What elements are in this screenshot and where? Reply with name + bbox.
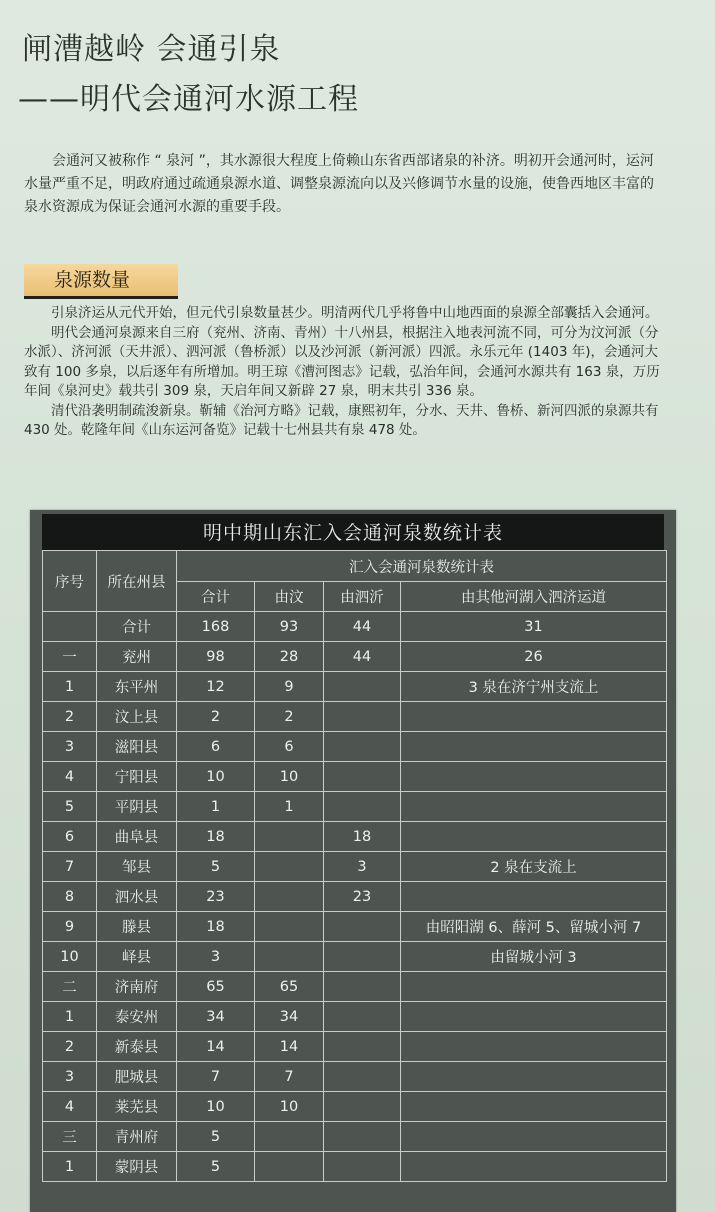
cell-from-wen: 93 (255, 612, 324, 642)
cell-seq: 1 (43, 1152, 97, 1182)
cell-from-wen: 10 (255, 1092, 324, 1122)
cell-from-other (401, 762, 667, 792)
section-heading: 泉源数量 (24, 264, 178, 299)
cell-total: 10 (177, 1092, 255, 1122)
cell-from-siyi: 3 (324, 852, 401, 882)
table-row (43, 1152, 667, 1182)
table-row (43, 732, 667, 762)
cell-seq: 三 (43, 1122, 97, 1152)
cell-total: 1 (177, 792, 255, 822)
cell-county: 蒙阴县 (97, 1152, 177, 1182)
cell-total: 12 (177, 672, 255, 702)
cell-seq: 二 (43, 972, 97, 1002)
cell-from-siyi: 44 (324, 612, 401, 642)
cell-total: 65 (177, 972, 255, 1002)
table-row (43, 612, 667, 642)
cell-county: 兖州 (97, 642, 177, 672)
cell-total: 10 (177, 762, 255, 792)
cell-total: 98 (177, 642, 255, 672)
cell-county: 泗水县 (97, 882, 177, 912)
cell-total: 14 (177, 1032, 255, 1062)
cell-total: 168 (177, 612, 255, 642)
cell-from-wen (255, 852, 324, 882)
table-row (43, 672, 667, 702)
cell-seq: 2 (43, 1032, 97, 1062)
cell-from-wen (255, 1152, 324, 1182)
cell-seq: 10 (43, 942, 97, 972)
table-row (43, 912, 667, 942)
table-row (43, 1062, 667, 1092)
cell-from-other (401, 792, 667, 822)
cell-total: 5 (177, 852, 255, 882)
cell-from-other (401, 972, 667, 1002)
table-row (43, 942, 667, 972)
cell-from-siyi (324, 1092, 401, 1122)
cell-county: 莱芜县 (97, 1092, 177, 1122)
cell-seq: 1 (43, 672, 97, 702)
spring-stats-table (42, 550, 667, 1182)
cell-from-siyi (324, 942, 401, 972)
cell-county: 青州府 (97, 1122, 177, 1152)
cell-from-other: 2 泉在支流上 (401, 852, 667, 882)
cell-seq: 3 (43, 1062, 97, 1092)
cell-county: 滕县 (97, 912, 177, 942)
header-total: 合计 (177, 582, 255, 612)
cell-county: 新泰县 (97, 1032, 177, 1062)
exhibit-title: 闸漕越岭 会通引泉 (22, 32, 281, 67)
cell-from-siyi (324, 972, 401, 1002)
cell-from-other: 31 (401, 612, 667, 642)
cell-from-wen (255, 912, 324, 942)
cell-from-other (401, 732, 667, 762)
cell-from-wen: 14 (255, 1032, 324, 1062)
cell-from-siyi (324, 1152, 401, 1182)
cell-from-siyi: 18 (324, 822, 401, 852)
table-row (43, 822, 667, 852)
cell-from-wen: 65 (255, 972, 324, 1002)
section-paragraph-2: 明代会通河泉源来自三府（兖州、济南、青州）十八州县，根据注入地表河流不同，可分为汶河派（分水派）、济河派（天井派）、泗河派（鲁桥派）以及沙河派（新河派）四派。永乐元年 (1403 年)，会通河大致有 100 多泉，以后逐年有所增加。明王琼《漕河图志》记载，弘治年间，会通河水源共有 163 泉，万历年间《泉河史》载共引 309 泉，天启年间又新辟 27 泉，明末共引 336 泉。 (24, 324, 660, 399)
table-row (43, 702, 667, 732)
cell-from-wen: 28 (255, 642, 324, 672)
cell-seq: 7 (43, 852, 97, 882)
cell-from-wen: 34 (255, 1002, 324, 1032)
cell-county: 平阴县 (97, 792, 177, 822)
cell-from-siyi (324, 1002, 401, 1032)
table-row (43, 792, 667, 822)
cell-from-other (401, 1152, 667, 1182)
cell-seq (43, 612, 97, 642)
table-row (43, 762, 667, 792)
header-seq: 序号 (43, 551, 97, 612)
cell-seq: 3 (43, 732, 97, 762)
cell-seq: 4 (43, 1092, 97, 1122)
section-paragraph-1: 引泉济运从元代开始，但元代引泉数量甚少。明清两代几乎将鲁中山地西面的泉源全部囊括入会通河。 (51, 305, 659, 321)
exhibit-subtitle: ——明代会通河水源工程 (18, 82, 359, 117)
cell-from-other (401, 1032, 667, 1062)
header-county: 所在州县 (97, 551, 177, 612)
cell-county: 泰安州 (97, 1002, 177, 1032)
cell-from-siyi (324, 672, 401, 702)
cell-county: 宁阳县 (97, 762, 177, 792)
stats-board (30, 510, 676, 1212)
cell-total: 5 (177, 1122, 255, 1152)
cell-from-other (401, 702, 667, 732)
cell-from-wen: 7 (255, 1062, 324, 1092)
cell-from-other (401, 882, 667, 912)
cell-from-other: 由留城小河 3 (401, 942, 667, 972)
table-row (43, 1032, 667, 1062)
cell-county: 肥城县 (97, 1062, 177, 1092)
cell-from-other (401, 1002, 667, 1032)
cell-county: 汶上县 (97, 702, 177, 732)
cell-from-other (401, 1092, 667, 1122)
cell-from-siyi (324, 732, 401, 762)
cell-total: 34 (177, 1002, 255, 1032)
cell-seq: 8 (43, 882, 97, 912)
cell-from-siyi (324, 702, 401, 732)
header-from-siyi: 由泗沂 (324, 582, 401, 612)
cell-from-wen: 9 (255, 672, 324, 702)
cell-from-siyi: 23 (324, 882, 401, 912)
cell-seq: 一 (43, 642, 97, 672)
cell-total: 5 (177, 1152, 255, 1182)
cell-seq: 6 (43, 822, 97, 852)
section-body (24, 304, 666, 441)
cell-from-siyi (324, 1122, 401, 1152)
cell-from-siyi (324, 762, 401, 792)
cell-county: 邹县 (97, 852, 177, 882)
table-row (43, 852, 667, 882)
cell-from-siyi: 44 (324, 642, 401, 672)
table-row (43, 1122, 667, 1152)
cell-seq: 1 (43, 1002, 97, 1032)
cell-from-other (401, 1062, 667, 1092)
cell-seq: 5 (43, 792, 97, 822)
table-row (43, 642, 667, 672)
header-from-other: 由其他河湖入泗济运道 (401, 582, 667, 612)
cell-county: 济南府 (97, 972, 177, 1002)
cell-total: 18 (177, 912, 255, 942)
table-row (43, 1002, 667, 1032)
intro-paragraph: 会通河又被称作 “ 泉河 ”，其水源很大程度上倚赖山东省西部诸泉的补济。明初开会通河时，运河水量严重不足，明政府通过疏通泉源水道、调整泉源流向以及兴修调节水量的设施，使鲁西地区丰富的泉水资源成为保证会通河水源的重要手段。 (24, 153, 654, 215)
header-group: 汇入会通河泉数统计表 (177, 551, 667, 582)
header-from-wen: 由汶 (255, 582, 324, 612)
cell-county: 曲阜县 (97, 822, 177, 852)
cell-total: 7 (177, 1062, 255, 1092)
cell-total: 3 (177, 942, 255, 972)
section-paragraph-3: 清代沿袭明制疏浚新泉。靳辅《治河方略》记载，康熙初年，分水、天井、鲁桥、新河四派的泉源共有 430 处。乾隆年间《山东运河备览》记载十七州县共有泉 478 处。 (24, 402, 659, 438)
cell-from-wen: 1 (255, 792, 324, 822)
table-row (43, 882, 667, 912)
cell-from-siyi (324, 792, 401, 822)
cell-county: 滋阳县 (97, 732, 177, 762)
cell-from-wen: 2 (255, 702, 324, 732)
cell-total: 2 (177, 702, 255, 732)
cell-from-other: 26 (401, 642, 667, 672)
table-body (43, 612, 667, 1182)
cell-from-other (401, 1122, 667, 1152)
cell-from-wen: 6 (255, 732, 324, 762)
cell-seq: 4 (43, 762, 97, 792)
table-title: 明中期山东汇入会通河泉数统计表 (42, 514, 664, 550)
cell-from-wen (255, 822, 324, 852)
cell-total: 6 (177, 732, 255, 762)
cell-county: 合计 (97, 612, 177, 642)
cell-from-other (401, 822, 667, 852)
cell-from-wen: 10 (255, 762, 324, 792)
cell-from-other: 3 泉在济宁州支流上 (401, 672, 667, 702)
cell-from-wen (255, 942, 324, 972)
table-row (43, 1092, 667, 1122)
table-row (43, 972, 667, 1002)
cell-seq: 9 (43, 912, 97, 942)
cell-from-siyi (324, 912, 401, 942)
cell-total: 18 (177, 822, 255, 852)
cell-from-wen (255, 882, 324, 912)
cell-from-siyi (324, 1032, 401, 1062)
cell-county: 峄县 (97, 942, 177, 972)
cell-from-other: 由昭阳湖 6、薛河 5、留城小河 7 (401, 912, 667, 942)
cell-total: 23 (177, 882, 255, 912)
cell-seq: 2 (43, 702, 97, 732)
cell-county: 东平州 (97, 672, 177, 702)
cell-from-siyi (324, 1062, 401, 1092)
cell-from-wen (255, 1122, 324, 1152)
